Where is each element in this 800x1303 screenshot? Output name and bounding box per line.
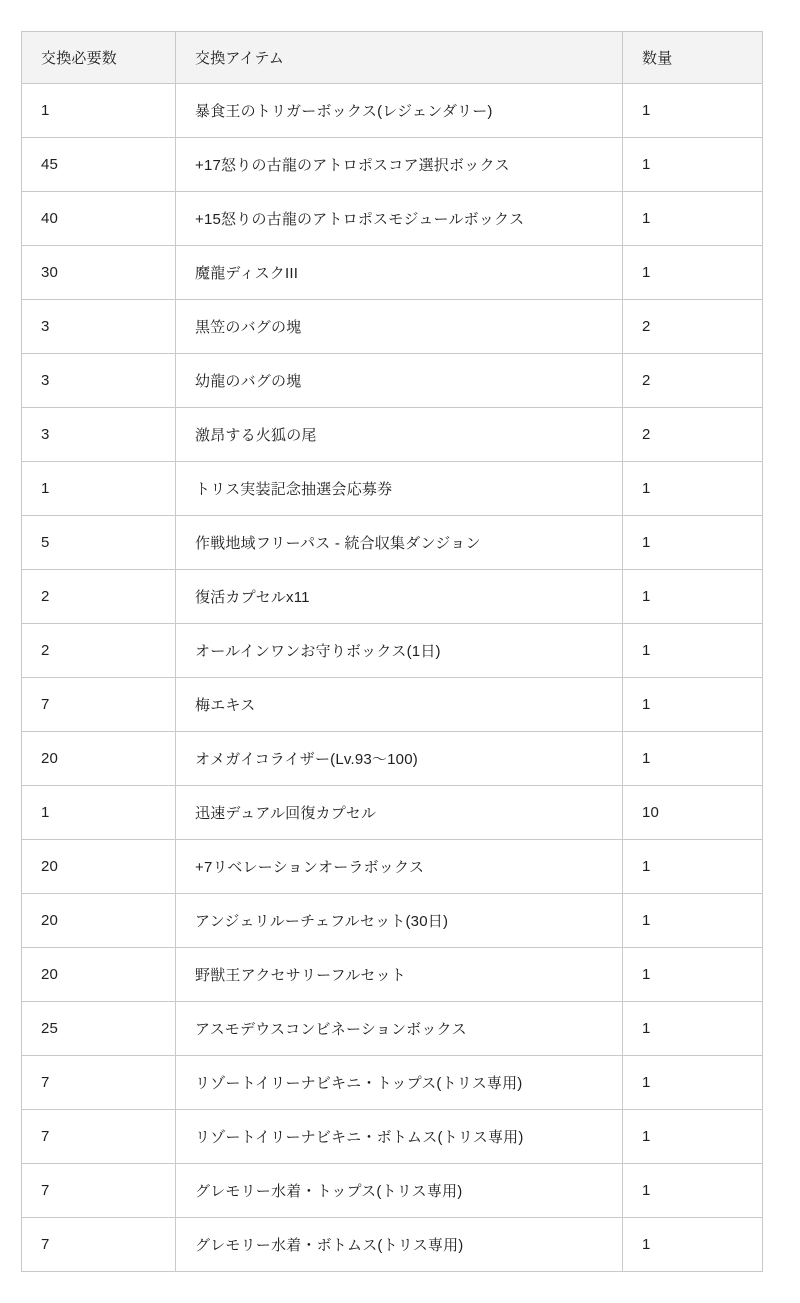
cell-quantity: 1 (623, 948, 763, 1002)
cell-item-name: 黒笠のバグの塊 (176, 300, 623, 354)
cell-item-name: オメガイコライザー(Lv.93〜100) (176, 732, 623, 786)
cell-quantity: 1 (623, 678, 763, 732)
table-row (22, 354, 763, 408)
cell-item-name: +17怒りの古龍のアトロポスコア選択ボックス (176, 138, 623, 192)
cell-required-count: 7 (22, 678, 176, 732)
header-cell-quantity: 数量 (623, 32, 763, 84)
table-row (22, 1002, 763, 1056)
cell-quantity: 1 (623, 1164, 763, 1218)
cell-item-name: 暴食王のトリガーボックス(レジェンダリー) (176, 84, 623, 138)
cell-quantity: 1 (623, 462, 763, 516)
table-header-row (22, 32, 763, 84)
cell-required-count: 40 (22, 192, 176, 246)
cell-quantity: 2 (623, 408, 763, 462)
cell-required-count: 3 (22, 300, 176, 354)
cell-required-count: 20 (22, 894, 176, 948)
cell-required-count: 1 (22, 84, 176, 138)
cell-quantity: 1 (623, 624, 763, 678)
table-row (22, 138, 763, 192)
cell-item-name: 迅速デュアル回復カプセル (176, 786, 623, 840)
table-row (22, 894, 763, 948)
cell-quantity: 1 (623, 246, 763, 300)
cell-required-count: 45 (22, 138, 176, 192)
cell-quantity: 10 (623, 786, 763, 840)
table-row (22, 732, 763, 786)
cell-quantity: 2 (623, 354, 763, 408)
cell-quantity: 2 (623, 300, 763, 354)
table-row (22, 1056, 763, 1110)
cell-required-count: 1 (22, 786, 176, 840)
cell-required-count: 1 (22, 462, 176, 516)
cell-item-name: アスモデウスコンビネーションボックス (176, 1002, 623, 1056)
cell-item-name: リゾートイリーナビキニ・トップス(トリス専用) (176, 1056, 623, 1110)
table-row (22, 570, 763, 624)
table-row (22, 1218, 763, 1272)
cell-quantity: 1 (623, 732, 763, 786)
table-row (22, 516, 763, 570)
cell-quantity: 1 (623, 84, 763, 138)
cell-required-count: 20 (22, 948, 176, 1002)
cell-required-count: 2 (22, 570, 176, 624)
cell-quantity: 1 (623, 138, 763, 192)
cell-item-name: +15怒りの古龍のアトロポスモジュールボックス (176, 192, 623, 246)
table-row (22, 462, 763, 516)
table-row (22, 1164, 763, 1218)
cell-item-name: トリス実装記念抽選会応募券 (176, 462, 623, 516)
cell-required-count: 20 (22, 840, 176, 894)
table-row (22, 246, 763, 300)
cell-required-count: 7 (22, 1164, 176, 1218)
table-row (22, 192, 763, 246)
cell-quantity: 1 (623, 1110, 763, 1164)
cell-item-name: 梅エキス (176, 678, 623, 732)
table-row (22, 624, 763, 678)
table-row (22, 84, 763, 138)
cell-quantity: 1 (623, 894, 763, 948)
cell-required-count: 25 (22, 1002, 176, 1056)
cell-required-count: 30 (22, 246, 176, 300)
cell-item-name: +7リベレーションオーラボックス (176, 840, 623, 894)
table-row (22, 786, 763, 840)
cell-item-name: アンジェリルーチェフルセット(30日) (176, 894, 623, 948)
cell-required-count: 20 (22, 732, 176, 786)
cell-required-count: 5 (22, 516, 176, 570)
cell-required-count: 7 (22, 1218, 176, 1272)
header-cell-item: 交換アイテム (176, 32, 623, 84)
cell-required-count: 7 (22, 1110, 176, 1164)
table-row (22, 948, 763, 1002)
cell-item-name: グレモリー水着・ボトムス(トリス専用) (176, 1218, 623, 1272)
cell-required-count: 3 (22, 408, 176, 462)
cell-quantity: 1 (623, 516, 763, 570)
cell-item-name: 魔龍ディスクIII (176, 246, 623, 300)
table-row (22, 840, 763, 894)
table-row (22, 678, 763, 732)
cell-item-name: 野獣王アクセサリーフルセット (176, 948, 623, 1002)
exchange-item-table (21, 31, 763, 1272)
cell-item-name: 作戦地域フリーパス - 統合収集ダンジョン (176, 516, 623, 570)
cell-quantity: 1 (623, 1056, 763, 1110)
cell-quantity: 1 (623, 840, 763, 894)
cell-required-count: 3 (22, 354, 176, 408)
cell-quantity: 1 (623, 192, 763, 246)
cell-quantity: 1 (623, 570, 763, 624)
cell-item-name: 復活カプセルx11 (176, 570, 623, 624)
cell-quantity: 1 (623, 1218, 763, 1272)
cell-required-count: 2 (22, 624, 176, 678)
table-row (22, 300, 763, 354)
cell-item-name: リゾートイリーナビキニ・ボトムス(トリス専用) (176, 1110, 623, 1164)
cell-item-name: オールインワンお守りボックス(1日) (176, 624, 623, 678)
table-row (22, 408, 763, 462)
header-cell-required-count: 交換必要数 (22, 32, 176, 84)
cell-item-name: 幼龍のバグの塊 (176, 354, 623, 408)
cell-quantity: 1 (623, 1002, 763, 1056)
cell-required-count: 7 (22, 1056, 176, 1110)
cell-item-name: グレモリー水着・トップス(トリス専用) (176, 1164, 623, 1218)
table-row (22, 1110, 763, 1164)
cell-item-name: 激昂する火狐の尾 (176, 408, 623, 462)
